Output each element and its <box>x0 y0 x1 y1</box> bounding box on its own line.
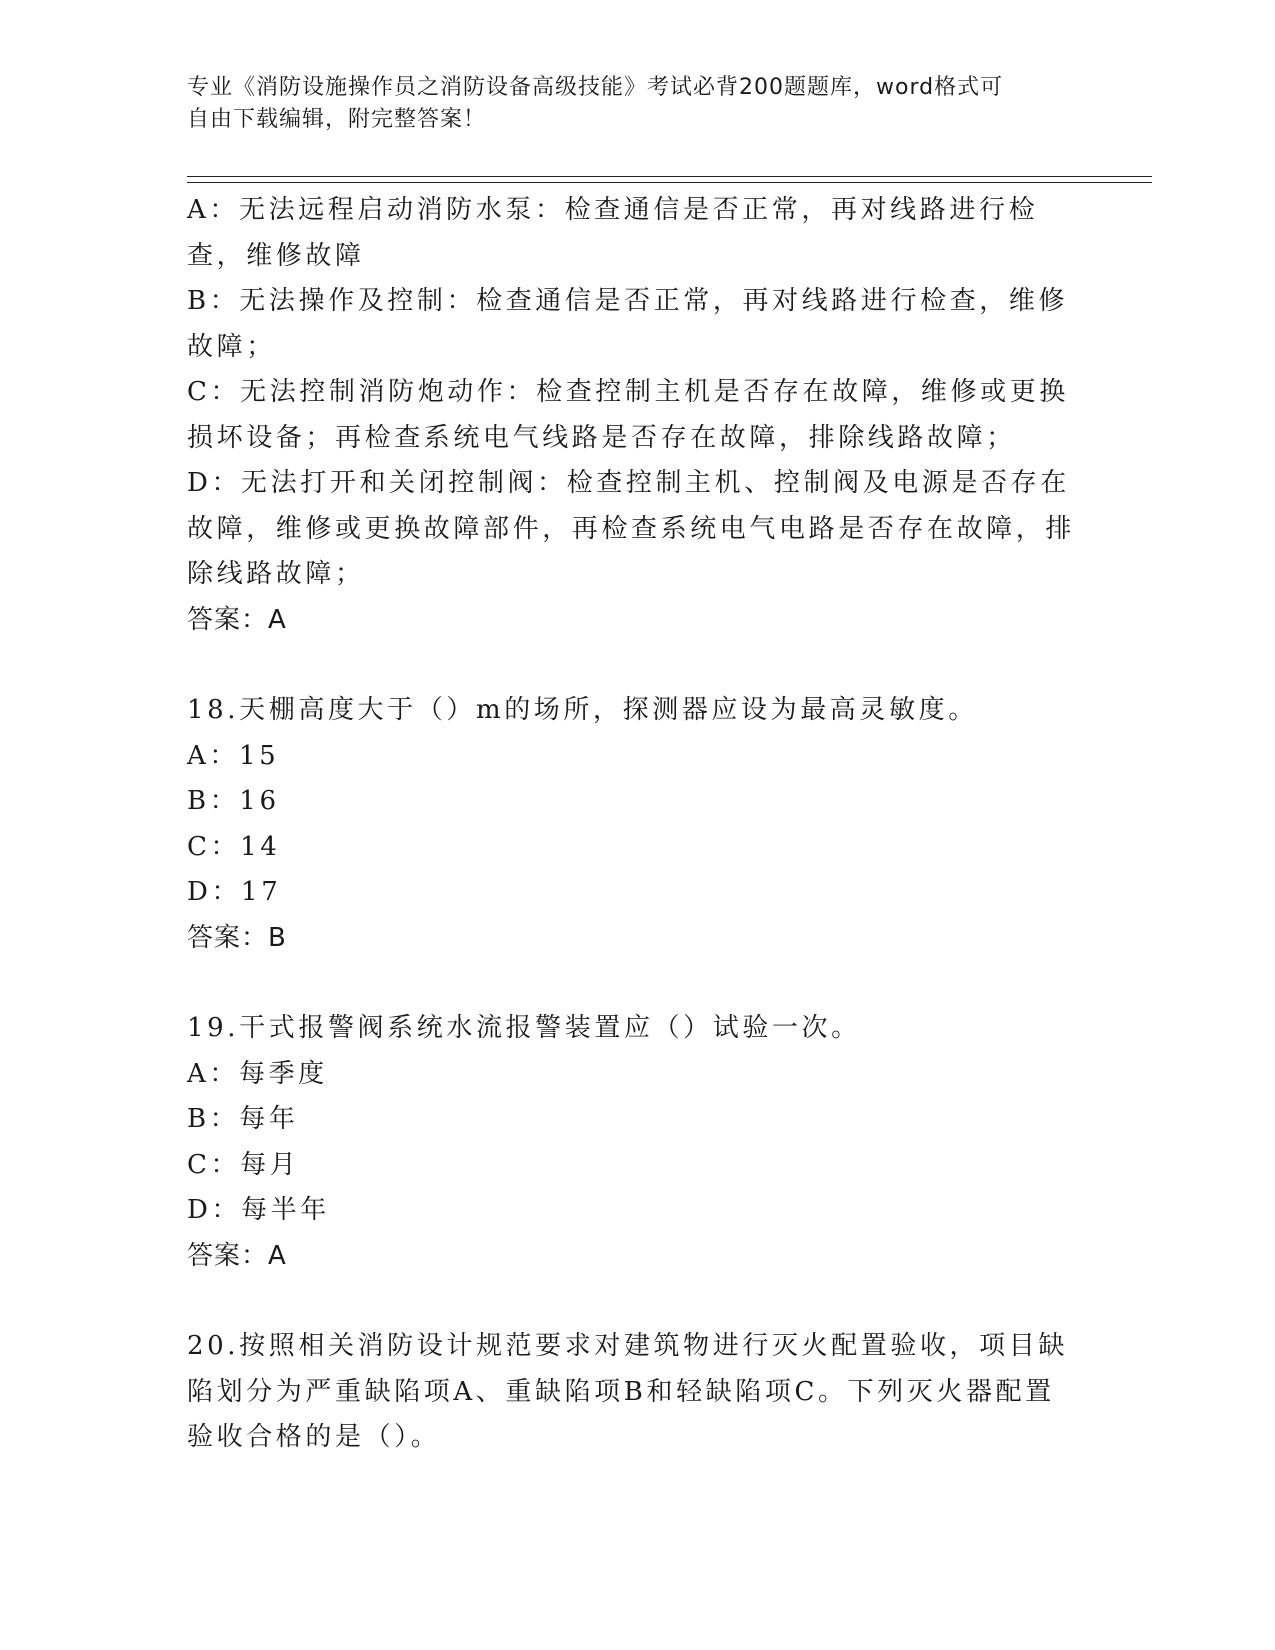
q18-option-b: B：16 <box>187 786 280 816</box>
question-17-block <box>187 188 1077 643</box>
q17-option-b: B：无法操作及控制：检查通信是否正常，再对线路进行检查，维修故障； <box>187 286 1069 362</box>
q20-question: 20.按照相关消防设计规范要求对建筑物进行灭火配置验收，项目缺陷划分为严重缺陷项A、重缺陷项B和轻缺陷项C。下列灭火器配置验收合格的是（）。 <box>187 1331 1068 1452</box>
spacer <box>187 643 1077 688</box>
q17-answer: 答案：A <box>187 604 287 635</box>
question-20-block <box>187 1324 1077 1461</box>
q17-option-c: C：无法控制消防炮动作：检查控制主机是否存在故障，维修或更换损坏设备；再检查系统电气线路是否存在故障，排除线路故障； <box>187 377 1069 453</box>
q19-question: 19.干式报警阀系统水流报警装置应（）试验一次。 <box>187 1013 861 1043</box>
question-19-block <box>187 1006 1077 1279</box>
header-line-1: 专业《消防设施操作员之消防设备高级技能》考试必背200题题库，word格式可 <box>187 75 1004 100</box>
q18-question: 18.天棚高度大于（）m的场所，探测器应设为最高灵敏度。 <box>187 695 978 725</box>
q19-answer: 答案：A <box>187 1240 287 1271</box>
q19-option-d: D：每半年 <box>187 1195 330 1225</box>
document-body <box>187 188 1077 1461</box>
q19-option-a: A：每季度 <box>187 1058 328 1089</box>
q17-option-d: D：无法打开和关闭控制阀：检查控制主机、控制阀及电源是否存在故障，维修或更换故障部件，再检查系统电气电路是否存在故障，排除线路故障； <box>187 468 1076 589</box>
q18-option-d: D：17 <box>187 877 282 907</box>
q17-option-a: A：无法远程启动消防水泵：检查通信是否正常，再对线路进行检查，维修故障 <box>187 195 1039 271</box>
q18-option-a: A：15 <box>187 740 280 771</box>
header-divider-bottom <box>187 182 1152 183</box>
spacer <box>187 961 1077 1006</box>
q19-option-b: B：每年 <box>187 1104 299 1134</box>
header-divider-top <box>187 176 1152 177</box>
q19-option-c: C：每月 <box>187 1149 300 1180</box>
page-header <box>187 72 1087 136</box>
q18-option-c: C：14 <box>187 831 281 862</box>
header-line-2: 自由下载编辑，附完整答案！ <box>187 107 487 132</box>
q18-answer: 答案：B <box>187 922 287 953</box>
spacer <box>187 1279 1077 1324</box>
question-18-block <box>187 688 1077 961</box>
